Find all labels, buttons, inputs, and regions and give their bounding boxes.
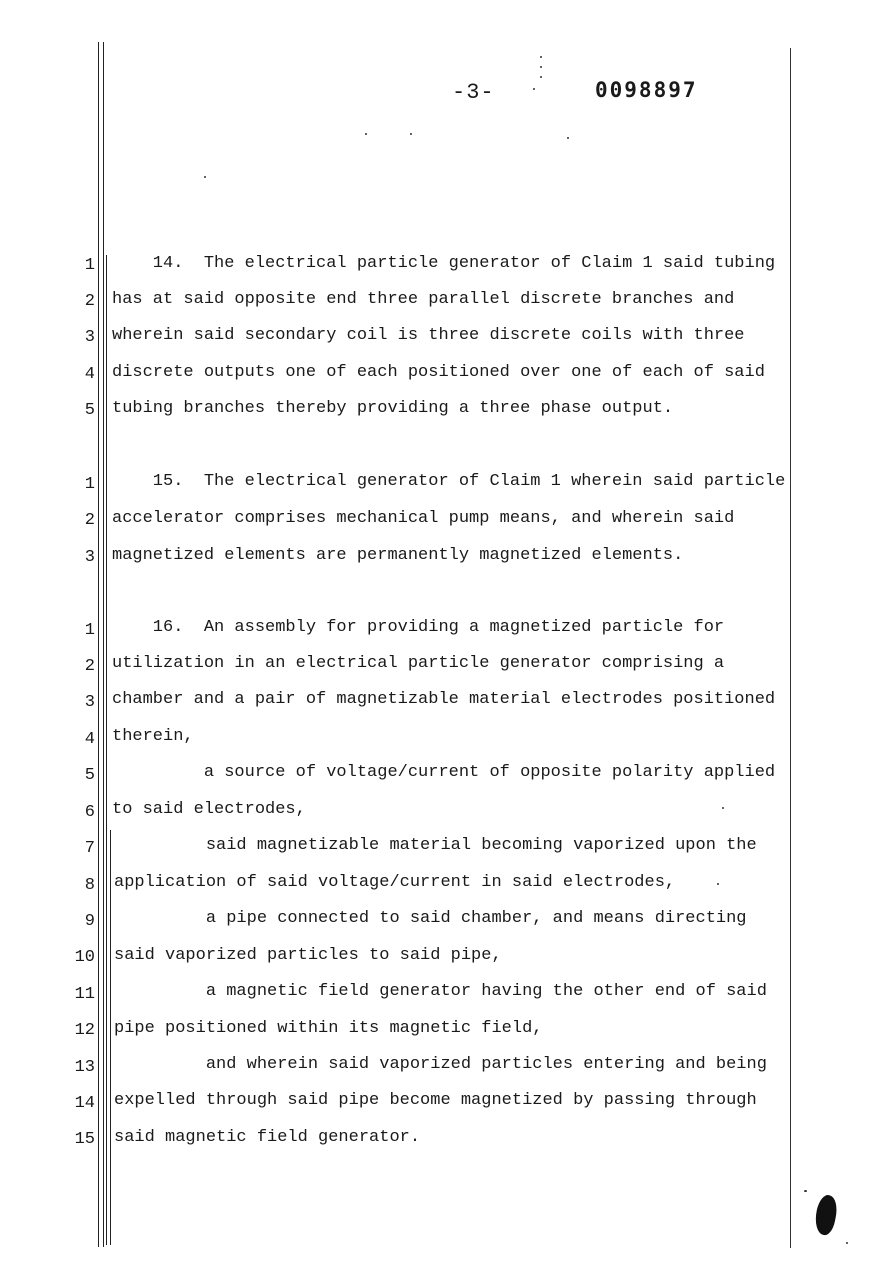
scan-speck bbox=[410, 133, 412, 135]
claim-text-line: wherein said secondary coil is three discrete coils with three bbox=[112, 326, 745, 345]
line-number: 5 bbox=[84, 766, 95, 785]
claim-text-line: has at said opposite end three parallel discrete branches and bbox=[112, 290, 735, 309]
right-margin-rule bbox=[790, 48, 791, 1248]
line-number: 14 bbox=[74, 1094, 95, 1113]
scan-speck bbox=[540, 66, 542, 68]
claim-text-line: accelerator comprises mechanical pump means, and wherein said bbox=[112, 509, 735, 528]
scan-speck bbox=[717, 883, 719, 885]
line-number: 3 bbox=[84, 693, 95, 712]
line-number: 8 bbox=[84, 876, 95, 895]
line-number: 15 bbox=[74, 1130, 95, 1149]
line-number: 1 bbox=[84, 256, 95, 275]
line-number: 13 bbox=[74, 1058, 95, 1077]
claim-text-line: discrete outputs one of each positioned over one of each of said bbox=[112, 363, 765, 382]
claim-text-line: to said electrodes, bbox=[112, 800, 306, 819]
claim-text-line: said vaporized particles to said pipe, bbox=[114, 946, 502, 965]
claim-text-line: said magnetic field generator. bbox=[114, 1128, 421, 1147]
claim-text-line: a magnetic field generator having the other end of said bbox=[114, 982, 767, 1001]
claim-text-line: pipe positioned within its magnetic field, bbox=[114, 1019, 543, 1038]
ink-blot bbox=[812, 1193, 840, 1236]
line-number: 11 bbox=[74, 985, 95, 1004]
scan-speck bbox=[722, 807, 724, 809]
scan-speck bbox=[533, 88, 535, 90]
claim-text-line: therein, bbox=[112, 727, 194, 746]
claim-text-line: a source of voltage/current of opposite polarity applied bbox=[112, 763, 776, 782]
claim-text-line: a pipe connected to said chamber, and means directing bbox=[114, 909, 747, 928]
line-number: 3 bbox=[84, 328, 95, 347]
claim-text-line: 15. The electrical generator of Claim 1 wherein said particle bbox=[112, 472, 786, 491]
claim-text-line: 14. The electrical particle generator of Claim 1 said tubing bbox=[112, 254, 776, 273]
line-number: 2 bbox=[84, 657, 95, 676]
line-number: 2 bbox=[84, 292, 95, 311]
margin-rule-inner bbox=[103, 42, 104, 1247]
line-number: 5 bbox=[84, 401, 95, 420]
page-marker: -3- bbox=[452, 80, 495, 105]
claim-text-line: utilization in an electrical particle generator comprising a bbox=[112, 654, 725, 673]
margin-rule-third bbox=[106, 255, 107, 1245]
line-number: 10 bbox=[74, 948, 95, 967]
line-number: 7 bbox=[84, 839, 95, 858]
scan-speck bbox=[540, 56, 542, 58]
line-number: 4 bbox=[84, 730, 95, 749]
line-number: 9 bbox=[84, 912, 95, 931]
scan-speck bbox=[365, 133, 367, 135]
claim-text-line: magnetized elements are permanently magnetized elements. bbox=[112, 546, 684, 565]
margin-rule-outer bbox=[98, 42, 99, 1247]
line-number: 2 bbox=[84, 511, 95, 530]
line-number: 3 bbox=[84, 548, 95, 567]
document-number: 0098897 bbox=[595, 78, 698, 102]
scan-speck bbox=[846, 1242, 848, 1244]
scan-speck bbox=[204, 176, 206, 178]
line-number: 12 bbox=[74, 1021, 95, 1040]
claim-text-line: and wherein said vaporized particles entering and being bbox=[114, 1055, 767, 1074]
scan-speck bbox=[540, 76, 542, 78]
claim-text-line: expelled through said pipe become magnetized by passing through bbox=[114, 1091, 757, 1110]
scan-speck bbox=[804, 1190, 807, 1192]
line-number: 1 bbox=[84, 475, 95, 494]
claim-text-line: tubing branches thereby providing a three phase output. bbox=[112, 399, 674, 418]
line-number: 6 bbox=[84, 803, 95, 822]
scan-speck bbox=[567, 137, 569, 139]
line-number: 4 bbox=[84, 365, 95, 384]
claim-text-line: application of said voltage/current in said electrodes, bbox=[114, 873, 676, 892]
margin-rule-fourth bbox=[110, 830, 111, 1245]
claim-text-line: said magnetizable material becoming vaporized upon the bbox=[114, 836, 757, 855]
claim-text-line: chamber and a pair of magnetizable material electrodes positioned bbox=[112, 690, 776, 709]
line-number: 1 bbox=[84, 621, 95, 640]
claim-text-line: 16. An assembly for providing a magnetized particle for bbox=[112, 618, 725, 637]
